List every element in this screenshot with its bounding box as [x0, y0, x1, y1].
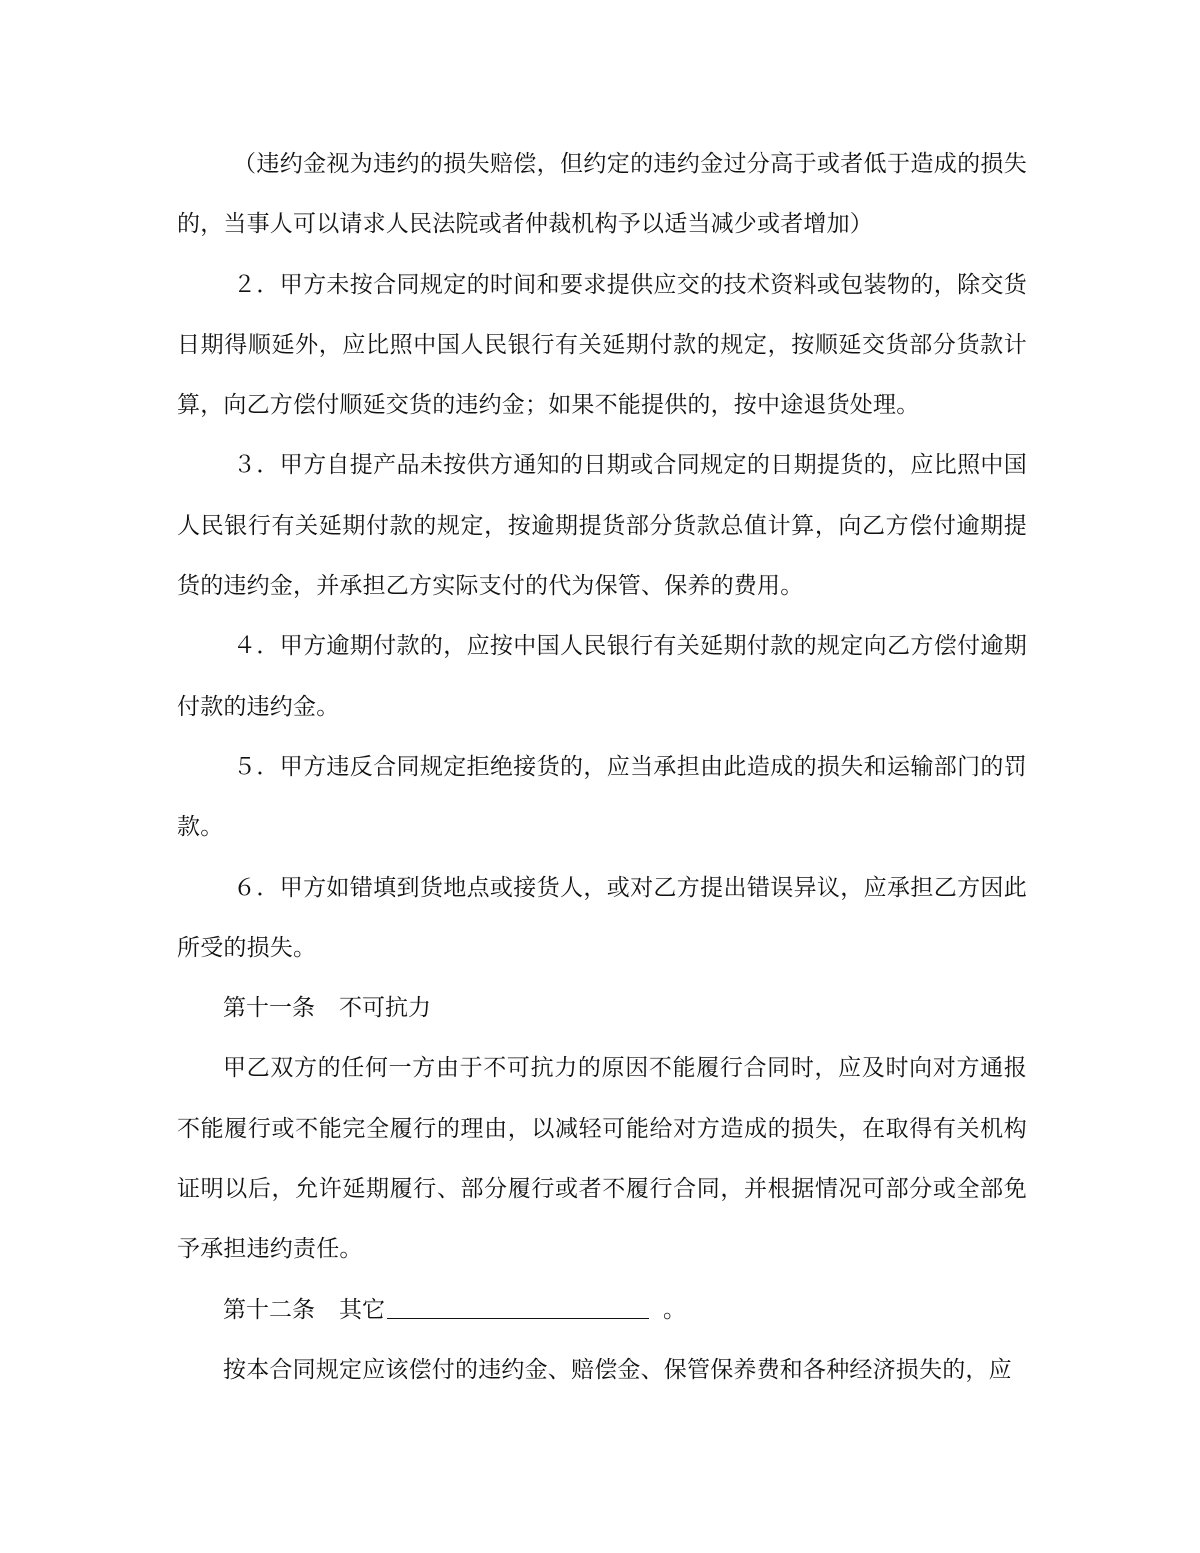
clause-4-paragraph: ４．甲方逾期付款的，应按中国人民银行有关延期付款的规定向乙方偿付逾期付款的违约金。: [177, 633, 1027, 720]
article-11-heading: [177, 978, 1027, 1038]
fill-in-blank[interactable]: [387, 1296, 649, 1319]
article-12-period: 。: [663, 1296, 686, 1323]
clause-3-paragraph: ３．甲方自提产品未按供方通知的日期或合同规定的日期提货的，应比照中国人民银行有关延期付款的规定，按逾期提货部分货款总值计算，向乙方偿付逾期提货的违约金，并承担乙方实际支付的代为保管、保养的费用。: [177, 452, 1027, 600]
article-12-number: 第十二条: [223, 1296, 315, 1323]
article-11-body: 甲乙双方的任何一方由于不可抗力的原因不能履行合同时，应及时向对方通报不能履行或不能完全履行的理由，以减轻可能给对方造成的损失，在取得有关机构证明以后，允许延期履行、部分履行或者不履行合同，并根据情况可部分或全部免予承担违约责任。: [177, 1055, 1027, 1263]
clause-5-paragraph: ５．甲方违反合同规定拒绝接货的，应当承担由此造成的损失和运输部门的罚款。: [177, 753, 1027, 841]
document-body: [177, 134, 1027, 1400]
article-11-number: 第十一条: [223, 995, 315, 1022]
article-12-heading: [177, 1280, 1027, 1340]
article-11-title: 不可抗力: [339, 995, 431, 1022]
clause-2-paragraph: ２．甲方未按合同规定的时间和要求提供应交的技术资料或包装物的，除交货日期得顺延外，应比照中国人民银行有关延期付款的规定，按顺延交货部分货款计算，向乙方偿付顺延交货的违约金；如果不能提供的，按中途退货处理。: [177, 271, 1027, 419]
clause-6-paragraph: ６．甲方如错填到货地点或接货人，或对乙方提出错误异议，应承担乙方因此所受的损失。: [177, 874, 1027, 961]
article-12-title: 其它: [339, 1296, 385, 1323]
penalty-note-paragraph: （违约金视为违约的损失赔偿，但约定的违约金过分高于或者低于造成的损失的，当事人可以请求人民法院或者仲裁机构予以适当减少或者增加）: [177, 151, 1027, 238]
final-paragraph: 按本合同规定应该偿付的违约金、赔偿金、保管保养费和各种经济损失的，应: [223, 1356, 1012, 1383]
